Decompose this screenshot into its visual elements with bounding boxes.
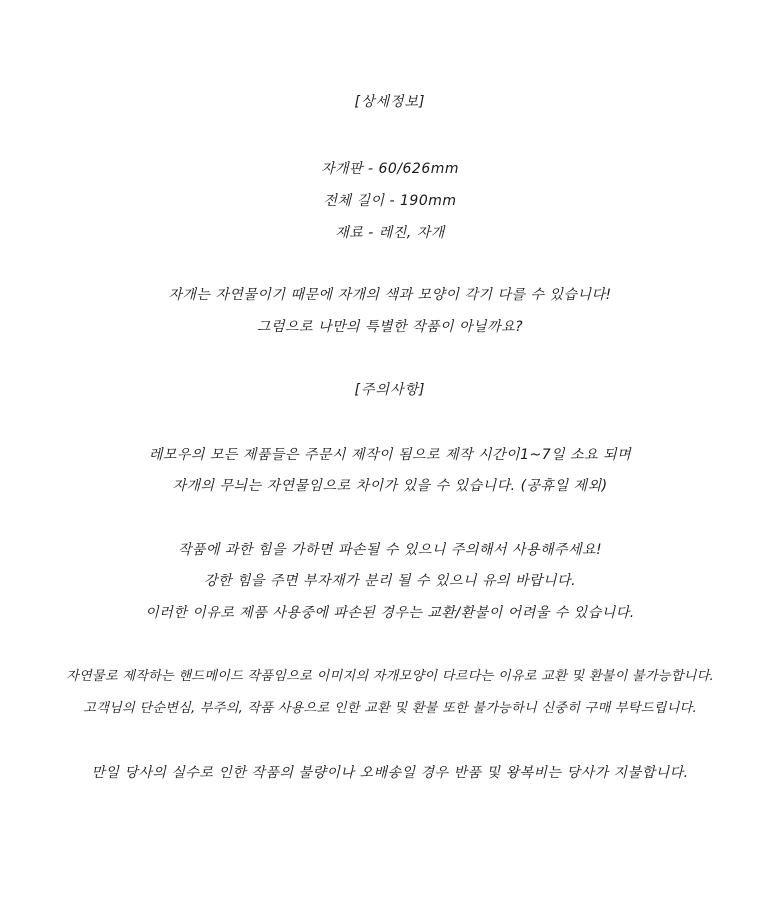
caution-line: 자개의 무늬는 자연물임으로 차이가 있을 수 있습니다. (공휴일 제외): [172, 478, 608, 494]
caution-line: 만일 당사의 실수로 인한 작품의 불량이나 오배송일 경우 반품 및 왕복비는 당사가 지불합니다.: [91, 765, 689, 781]
spec-total-length: 전체 길이 - 190mm: [323, 193, 457, 209]
caution-line: 이러한 이유로 제품 사용중에 파손된 경우는 교환/환불이 어려울 수 있습니다.: [145, 605, 635, 621]
detail-info-heading: [상세정보]: [354, 94, 426, 110]
caution-line: 고객님의 단순변심, 부주의, 작품 사용으로 인한 교환 및 환불 또한 불가능하니 신중히 구매 부탁드립니다.: [83, 701, 697, 716]
caution-line: 자연물로 제작하는 핸드메이드 작품임으로 이미지의 자개모양이 다르다는 이유로 교환 및 환불이 불가능합니다.: [66, 669, 714, 684]
caution-line: 레모우의 모든 제품들은 주문시 제작이 됨으로 제작 시간이1~7일 소요 되며: [148, 447, 632, 463]
spec-board-size: 자개판 - 60/626mm: [320, 161, 460, 177]
caution-line: 작품에 과한 힘을 가하면 파손될 수 있으니 주의해서 사용해주세요!: [177, 542, 603, 558]
intro-line: 그럼으로 나만의 특별한 작품이 아닐까요?: [256, 319, 524, 335]
caution-line: 강한 힘을 주면 부자재가 분리 될 수 있으니 유의 바랍니다.: [203, 573, 577, 589]
spec-material: 재료 - 레진, 자개: [335, 225, 445, 241]
intro-line: 자개는 자연물이기 때문에 자개의 색과 모양이 각기 다를 수 있습니다!: [168, 287, 612, 303]
caution-heading: [주의사항]: [354, 382, 426, 398]
